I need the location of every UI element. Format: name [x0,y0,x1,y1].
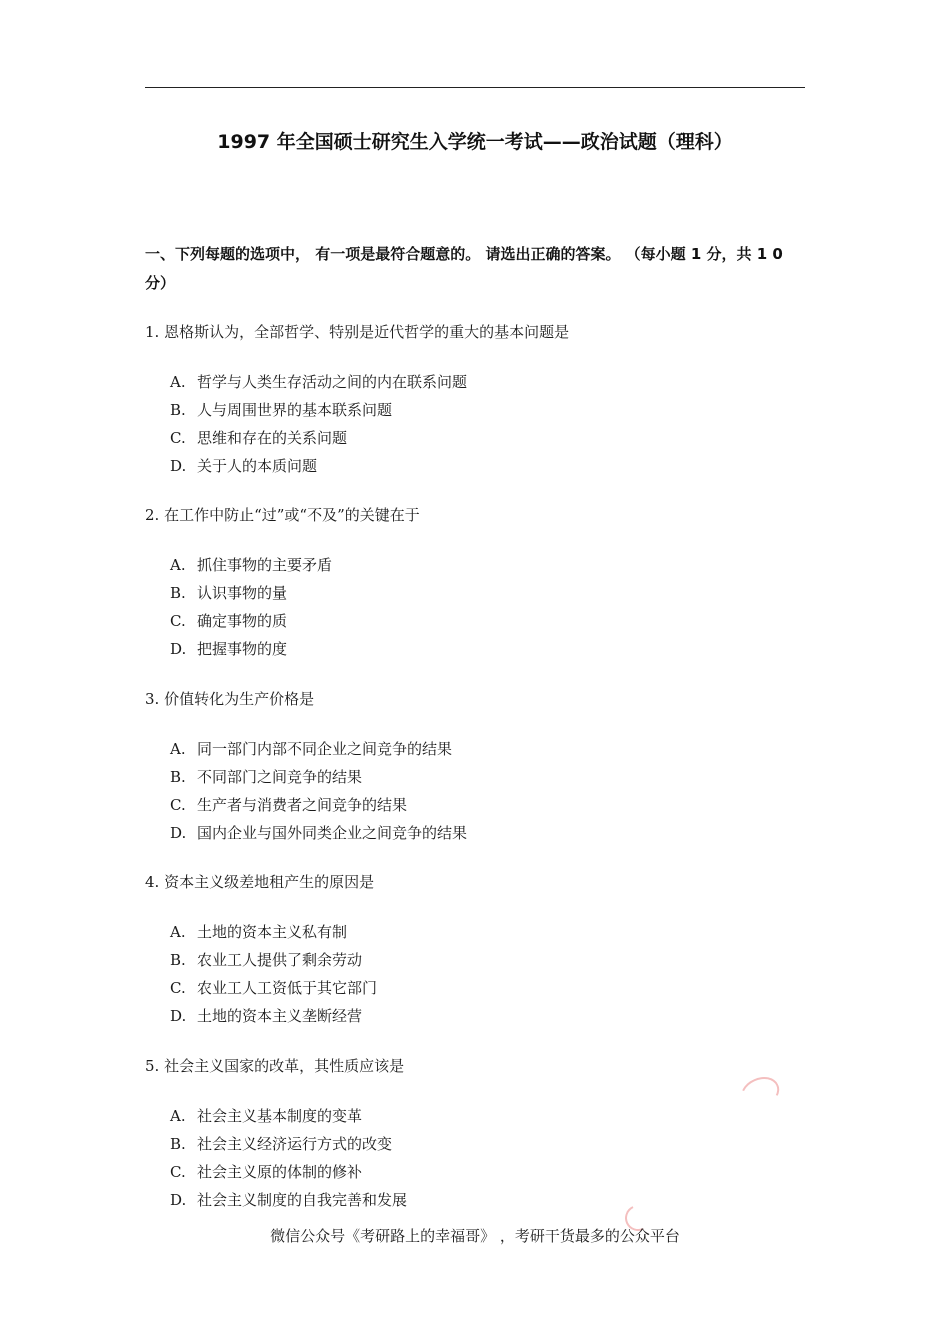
question-4 [145,872,805,892]
option-b: B. 农业工人提供了剩余劳动 [170,951,363,969]
option-d: D. 土地的资本主义垄断经营 [170,1007,363,1025]
question-text: 价值转化为生产价格是 [164,690,315,708]
question-2 [145,505,805,525]
footer-text: 微信公众号《考研路上的幸福哥》 ，考研干货最多的公众平台 [270,1227,680,1245]
option-b: B. 人与周围世界的基本联系问题 [170,401,393,419]
option-b: B. 认识事物的量 [170,584,288,602]
header-rule [145,87,805,88]
question-4-options [170,922,790,1034]
question-3-options [170,739,790,851]
option-c: C. 确定事物的质 [170,612,288,630]
option-a: A. 社会主义基本制度的变革 [170,1107,363,1125]
option-c: C. 生产者与消费者之间竞争的结果 [170,796,408,814]
option-a: A. 抓住事物的主要矛盾 [170,556,333,574]
option-d: D. 关于人的本质问题 [170,457,318,475]
question-number: 3. [145,690,160,708]
exam-title: 1997 年全国硕士研究生入学统一考试——政治试题（理科） [217,131,733,153]
question-text: 恩格斯认为，全部哲学、特别是近代哲学的重大的基本问题是 [164,323,570,341]
question-text: 社会主义国家的改革，其性质应该是 [164,1057,405,1075]
question-number: 2. [145,506,160,524]
question-2-options [170,555,790,667]
option-a: A. 同一部门内部不同企业之间竞争的结果 [170,740,453,758]
question-3 [145,689,805,709]
question-number: 5. [145,1057,160,1075]
question-5-options [170,1106,790,1218]
option-b: B. 社会主义经济运行方式的改变 [170,1135,393,1153]
option-b: B. 不同部门之间竞争的结果 [170,768,363,786]
option-d: D. 社会主义制度的自我完善和发展 [170,1191,408,1209]
question-text: 在工作中防止“过”或“不及”的关键在于 [164,506,420,524]
option-c: C. 思维和存在的关系问题 [170,429,348,447]
question-number: 1. [145,323,160,341]
option-d: D. 把握事物的度 [170,640,288,658]
option-c: C. 社会主义原的体制的修补 [170,1163,363,1181]
option-d: D. 国内企业与国外同类企业之间竞争的结果 [170,824,468,842]
option-c: C. 农业工人工资低于其它部门 [170,979,378,997]
option-a: A. 土地的资本主义私有制 [170,923,348,941]
section-heading: 一、下列每题的选项中， 有一项是最符合题意的。 请选出正确的答案。 （每小题 1 分，共 1 0 分） [145,245,783,292]
question-number: 4. [145,873,160,891]
option-a: A. 哲学与人类生存活动之间的内在联系问题 [170,373,468,391]
question-1 [145,322,805,342]
question-text: 资本主义级差地租产生的原因是 [164,873,375,891]
question-5 [145,1056,805,1076]
question-1-options [170,372,790,484]
